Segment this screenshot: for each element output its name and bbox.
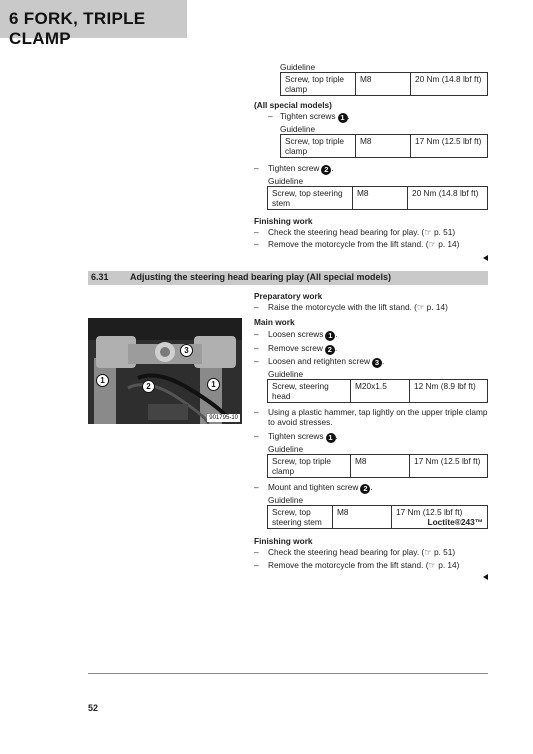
- chapter-header: [0, 0, 187, 48]
- section-number: 6.31: [91, 272, 109, 282]
- callout-1-icon: 1: [326, 433, 336, 443]
- chapter-title: 6 FORK, TRIPLE CLAMP: [9, 9, 146, 48]
- callout-2-icon: 2: [360, 484, 370, 494]
- photo-callout-1-left: 1: [96, 374, 109, 387]
- finishing-heading: Finishing work: [254, 536, 313, 546]
- photo-callout-2: 2: [142, 380, 155, 393]
- footer-divider: [88, 673, 488, 674]
- finish-step: Remove the motorcycle from the lift stand. (☞ p. 14): [268, 239, 460, 249]
- table-cell: M8: [353, 187, 408, 210]
- guideline-table-3: [267, 186, 488, 210]
- dash: –: [254, 302, 259, 312]
- table-cell: M20x1.5: [351, 380, 410, 403]
- dash: –: [254, 482, 259, 492]
- table-cell: Screw, top steering stem: [268, 506, 333, 529]
- dash: –: [254, 343, 259, 353]
- table-cell: 17 Nm (12.5 lbf ft): [410, 455, 488, 478]
- table-cell: Screw, top triple clamp: [281, 73, 356, 96]
- dash: –: [254, 356, 259, 366]
- callout-1-icon: 1: [325, 331, 335, 341]
- table-cell: 20 Nm (14.8 lbf ft): [408, 187, 488, 210]
- table-cell: M8: [356, 135, 411, 158]
- guideline-label: Guideline: [268, 444, 304, 454]
- finish-step: Check the steering head bearing for play. (☞ p. 51): [268, 227, 456, 237]
- table-cell: M8: [351, 455, 410, 478]
- callout-3-icon: 3: [372, 358, 382, 368]
- dash: –: [254, 227, 259, 237]
- callout-2-icon: 2: [321, 165, 331, 175]
- all-special-models: (All special models): [254, 100, 332, 110]
- preparatory-heading: Preparatory work: [254, 291, 323, 301]
- step-line: Loosen screws 1 .: [268, 329, 338, 340]
- table-cell: 20 Nm (14.8 lbf ft): [411, 73, 488, 96]
- table-cell: Screw, top triple clamp: [268, 455, 351, 478]
- table-cell: Screw, steering head: [268, 380, 351, 403]
- step-text: Mount and tighten screw: [268, 482, 359, 492]
- guideline-label: Guideline: [280, 124, 316, 134]
- step-text: Tighten screws: [268, 431, 324, 441]
- guideline-label: Guideline: [268, 176, 304, 186]
- callout-1-icon: 1: [338, 113, 348, 123]
- photo-reference-label: 901795-10: [209, 415, 238, 421]
- photo-callout-1-right: 1: [207, 378, 220, 391]
- table-cell: 12 Nm (8.9 lbf ft): [410, 380, 488, 403]
- table-cell: Screw, top steering stem: [268, 187, 353, 210]
- section-title: Adjusting the steering head bearing play (All special models): [130, 272, 392, 282]
- guideline-label: Guideline: [268, 495, 304, 505]
- dash: –: [254, 560, 259, 570]
- guideline-table-a: [267, 379, 488, 403]
- dash: –: [268, 111, 273, 121]
- guideline-table-b: [267, 454, 488, 478]
- torque-value: 17 Nm (12.5 lbf ft): [396, 507, 463, 517]
- guideline-label: Guideline: [280, 62, 316, 72]
- callout-2-icon: 2: [325, 345, 335, 355]
- guideline-label: Guideline: [268, 369, 304, 379]
- step-line: Mount and tighten screw 2 .: [268, 482, 373, 493]
- finishing-heading: Finishing work: [254, 216, 313, 226]
- guideline-table-c: [267, 505, 488, 529]
- step-text: Using a plastic hammer, tap lightly on the upper triple clamp to avoid stresses.: [268, 407, 488, 427]
- table-cell: M8: [356, 73, 411, 96]
- dash: –: [254, 163, 259, 173]
- guideline-table-1: [280, 72, 488, 96]
- photo-triple-clamp: [88, 318, 242, 424]
- step-line: Tighten screw 2 .: [268, 163, 334, 174]
- step-text: Loosen and retighten screw: [268, 356, 370, 366]
- table-cell: M8: [333, 506, 392, 529]
- loctite-value: Loctite®243™: [427, 517, 483, 527]
- prep-step: Raise the motorcycle with the lift stand. (☞ p. 14): [268, 302, 448, 312]
- main-work-heading: Main work: [254, 317, 295, 327]
- page-number: 52: [88, 703, 99, 713]
- table-cell: Screw, top triple clamp: [281, 135, 356, 158]
- table-cell: 17 Nm (12.5 lbf ft): [411, 135, 488, 158]
- dash: –: [254, 547, 259, 557]
- table-cell-torque: [392, 506, 488, 529]
- step-line: Remove screw 2 .: [268, 343, 338, 354]
- finish-step: Check the steering head bearing for play. (☞ p. 51): [268, 547, 456, 557]
- dash: –: [254, 329, 259, 339]
- step-line: Tighten screws 1 .: [280, 111, 350, 122]
- section-header: [88, 271, 488, 285]
- step-line: Loosen and retighten screw 3 .: [268, 356, 385, 367]
- step-text: Tighten screw: [268, 163, 320, 173]
- end-marker-icon: [483, 255, 488, 261]
- step-text: Remove screw: [268, 343, 323, 353]
- finish-step: Remove the motorcycle from the lift stand. (☞ p. 14): [268, 560, 460, 570]
- photo-illustration: [88, 318, 242, 424]
- guideline-table-2: [280, 134, 488, 158]
- step-line: Tighten screws 1 .: [268, 431, 338, 442]
- step-text: Loosen screws: [268, 329, 324, 339]
- photo-callout-3: 3: [180, 344, 193, 357]
- dash: –: [254, 407, 259, 417]
- dash: –: [254, 239, 259, 249]
- end-marker-icon: [483, 574, 488, 580]
- dash: –: [254, 431, 259, 441]
- step-text: Tighten screws: [280, 111, 336, 121]
